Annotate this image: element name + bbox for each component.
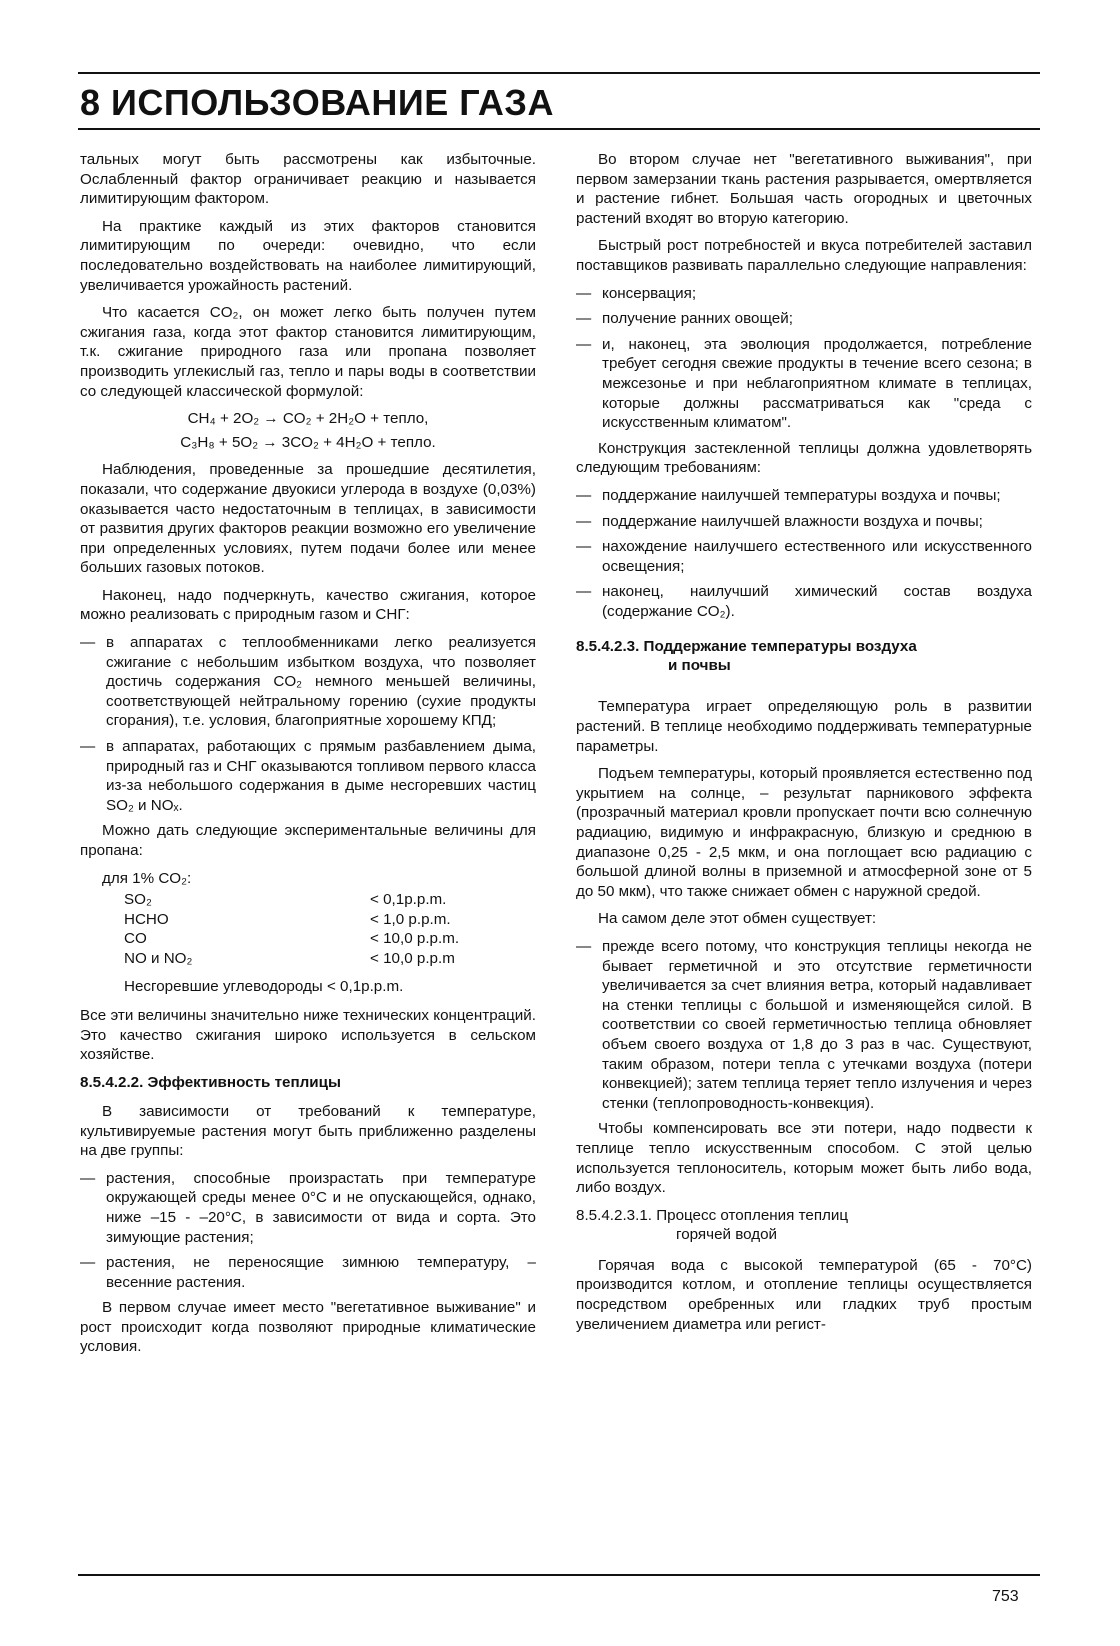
table-row [124, 890, 484, 910]
value-key: NO и NO₂ [124, 949, 193, 967]
list-item [576, 335, 1032, 433]
dash-marker: — [576, 938, 592, 955]
list-item-text: и, наконец, эта эволюция продолжается, потребление требует сегодня свежие продукты в течение всего сезона; в межсезонье и при неблагоприятном климате в теплицах, которые должны рассматриваться как "среда с искусственным климатом". [602, 335, 1032, 432]
paragraph: Подъем температуры, который проявляется естественно под укрытием на солнце, – результат парникового эффекта (прозрачный материал кровли пропускает почти всю солнечную радиацию, видимую и инфракрасную, близкую и среднюю в диапазоне 0,25 - 2,5 мкм, и она поглощает всю радиацию с большой длиной волны в приземной и атмосферной зоне от 5 до 50 мкм), что также снижает обмен с наружной средой. [576, 765, 1032, 900]
value-key: CO [124, 930, 147, 948]
formula-methane: CH₄ + 2O₂ → CO₂ + 2H₂O + тепло, [187, 410, 429, 428]
dash-marker: — [80, 738, 96, 756]
dash-marker: — [576, 310, 592, 328]
list-item [576, 537, 1032, 576]
list-item-text: поддержание наилучшей температуры воздуха и почвы; [602, 486, 1001, 504]
list-item [576, 486, 1032, 506]
value-limit: < 1,0 p.p.m. [370, 910, 451, 928]
unburnt-hydrocarbons: Несгоревшие углеводороды < 0,1p.p.m. [124, 977, 404, 995]
dash-marker: — [576, 538, 592, 556]
table-row [124, 929, 484, 949]
dash-marker: — [80, 634, 96, 652]
list-item-text: растения, не переносящие зимнюю температуру, – весенние растения. [106, 1254, 536, 1291]
page-number: 753 [992, 1588, 1019, 1605]
dash-marker: — [80, 1254, 96, 1272]
paragraph: Чтобы компенсировать все эти потери, надо подвести к теплице тепло искусственным способом. С этой целью используется теплоноситель, которым может быть либо вода, либо воздух. [576, 1120, 1032, 1197]
values-table [124, 890, 484, 968]
table-row [124, 910, 484, 930]
table-row [124, 949, 484, 969]
list-item [576, 284, 1032, 304]
paragraph: Все эти величины значительно ниже технических концентраций. Это качество сжигания широко используется в сельском хозяйстве. [80, 1007, 536, 1064]
dash-marker: — [576, 512, 592, 530]
list-item-text: получение ранних овощей; [602, 310, 793, 328]
list-item [576, 582, 1032, 621]
subsection-heading [576, 1206, 1032, 1244]
paragraph: На практике каждый из этих факторов становится лимитирующим по очереди: очевидно, что если последовательно воздействовать на наиболее лимитирующий, увеличивается урожайность растений. [80, 217, 536, 294]
paragraph: В первом случае имеет место "вегетативное выживание" и рост происходит когда позволяют природные климатические условия. [80, 1299, 536, 1356]
paragraph: Что касается CO₂, он может легко быть получен путем сжигания газа, когда этот фактор становится лимитирующим, т.к. сжигание природного газа или пропана позволяет производить углекислый газ, тепло и пары воды в соответствии со следующей классической формулой: [80, 304, 536, 400]
header-rule-bottom [78, 128, 1040, 130]
list-item-text: в аппаратах с теплообменниками легко реализуется сжигание с небольшим избытком воздуха, что позволяет достичь содержания CO₂ немного меньшей величины, соответствующей нейтральному горению (сухие продукты сгорания), т.е. условия, благоприятные хорошему КПД; [106, 634, 536, 730]
value-key: HCHO [124, 910, 169, 928]
left-column [80, 150, 536, 1365]
formula-propane: C₃H₈ + 5O₂ → 3CO₂ + 4H₂O + тепло. [180, 433, 436, 451]
paragraph: Горячая вода с высокой температурой (65 - 70°С) производится котлом, и отопление теплицы осуществляется посредством оребренных или гладких труб простым увеличением диаметра или регист- [576, 1256, 1032, 1333]
dash-marker: — [576, 583, 592, 601]
list-item [576, 937, 1032, 1113]
value-limit: < 10,0 p.p.m. [370, 930, 460, 948]
list-item-text: консервация; [602, 284, 697, 302]
paragraph: для 1% CO₂: [102, 869, 192, 887]
list-item [80, 1253, 536, 1292]
list-item-text: в аппаратах, работающих с прямым разбавлением дыма, природный газ и СНГ оказываются топливом первого класса из-за небольшого содержания в дыме несгоревших частиц SO₂ и NOₓ. [106, 738, 536, 814]
list-item [576, 512, 1032, 532]
dash-marker: — [576, 335, 592, 353]
paragraph: Температура играет определяющую роль в развитии растений. В теплице необходимо поддерживать температурные параметры. [576, 698, 1032, 755]
paragraph: В зависимости от требований к температуре, культивируемые растения могут быть приближенно разделены на две группы: [80, 1102, 536, 1160]
paragraph: Наблюдения, проведенные за прошедшие десятилетия, показали, что содержание двуокиси углерода в воздухе (0,03%) оказывается часто недостаточным в теплицах, в зависимости от развития других факторов реакции возможно его увеличение при определенных условиях, путем подачи более или менее больших газовых потоков. [80, 461, 536, 577]
value-limit: < 10,0 p.p.m [370, 949, 455, 967]
dash-marker: — [576, 284, 592, 302]
list-item-text: прежде всего потому, что конструкция теплицы некогда не бывает герметичной и это отсутствие герметичности увеличивается за счет влияния ветра, который надавливает на стенки теплицы с большой и изменяющейся силой. В соответствии со своей герметичностью теплица обновляет объем своего воздуха от 1,8 до 3 раз в час. Существуют, таким образом, потери тепла с утечками воздуха (потери конвекцией); затем теплица теряет тепло излучения и через стенки (теплопроводность-конвекция). [602, 938, 1032, 1112]
section-heading: 8.5.4.2.2. Эффективность теплицы [80, 1073, 341, 1091]
dash-marker: — [576, 486, 592, 504]
value-limit: < 0,1p.p.m. [370, 891, 447, 909]
paragraph: На самом деле этот обмен существует: [598, 910, 877, 928]
list-item [80, 1169, 536, 1247]
section-heading [576, 637, 1032, 675]
paragraph: Конструкция застекленной теплицы должна удовлетворять следующим требованиям: [576, 439, 1032, 477]
section-heading-line: 8.5.4.2.3. Поддержание температуры воздуха [576, 638, 917, 656]
paragraph: Можно дать следующие экспериментальные величины для пропана: [80, 822, 536, 859]
list-item-text: наконец, наилучший химический состав воздуха (содержание CO₂). [602, 583, 1032, 620]
right-column [576, 150, 1032, 1342]
list-item-text: поддержание наилучшей влажности воздуха и почвы; [602, 512, 983, 530]
paragraph: тальных могут быть рассмотрены как избыточные. Ослабленный фактор ограничивает реакцию и называется лимитирующим фактором. [80, 151, 536, 208]
subsection-heading-line: 8.5.4.2.3.1. Процесс отопления теплиц [576, 1206, 849, 1224]
header-rule-top [78, 72, 1040, 74]
paragraph: Быстрый рост потребностей и вкуса потребителей заставил поставщиков развивать параллельно следующие направления: [576, 237, 1032, 274]
footer-rule [78, 1574, 1040, 1576]
chapter-title: 8 ИСПОЛЬЗОВАНИЕ ГАЗА [80, 82, 554, 123]
list-item-text: растения, способные произрастать при температуре окружающей среды менее 0°С и не опускающейся, однако, ниже –15 - –20°С, в зависимости от вида и сорта. Это зимующие растения; [106, 1169, 536, 1246]
paragraph: Во втором случае нет "вегетативного выживания", при первом замерзании ткань растения разрывается, омертвляется и растение гибнет. Большая часть огородных и цветочных растений входят во вторую категорию. [576, 151, 1032, 227]
section-heading-line: и почвы [668, 657, 731, 675]
list-item [576, 309, 1032, 329]
subsection-heading-line: горячей водой [676, 1225, 778, 1243]
list-item [80, 737, 536, 815]
paragraph: Наконец, надо подчеркнуть, качество сжигания, которое можно реализовать с природным газом и СНГ: [80, 586, 536, 624]
list-item-text: нахождение наилучшего естественного или искусственного освещения; [602, 538, 1032, 575]
dash-marker: — [80, 1169, 96, 1187]
value-key: SO₂ [124, 891, 152, 909]
list-item [80, 633, 536, 731]
